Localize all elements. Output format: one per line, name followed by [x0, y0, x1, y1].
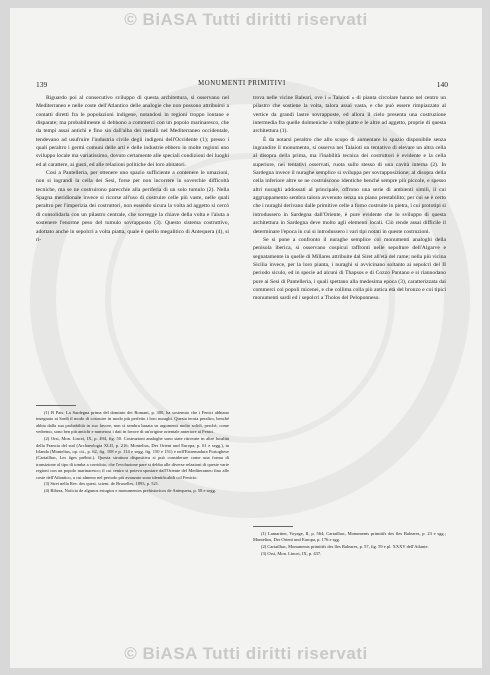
footnote: (2) Cartailhac, Monuments primitifs des îles Baleares, p. 57, fig. 59 e pl. XXXV dell'Atlante. [261, 544, 429, 550]
watermark-top: © BiASA Tutti diritti riservati [124, 10, 368, 29]
footnote-rule-right [253, 526, 293, 527]
running-title: MONUMENTI PRIMITIVI [198, 80, 286, 87]
footnote: (1) B Pais. La Sardegna prima del dominio dei Romani, p. 300, ha sostenuto che i Fenici abbiano insegnato ai Sardi il modo di costruire in modo più perfetto i loro nuraghi. Questa teoria peraltro, benché abbia dalla sua probabilità in suo favore, non si sembra basata su argomenti molto solidi, perchè, come vedremo, sono ben più antichi e numerosi i dati in favore di un'origine orientale anteriore ai Fenici. [36, 410, 229, 435]
footnote-rule-left [36, 405, 76, 406]
paragraph: Così a Pantelleria, per ottenere uno spazio sufficiente a contenere le umazioni, non si ingrandì la cella dei Sesi, forse per non incorrere in soverchie difficoltà tecniche, ma se ne costruirono parecchie alla periferia di un solo tumulo (2). Nella Spagna meridionale invece si ricorse all'uso di costruire celle più vaste, nelle quali peraltro per l'imperizia dei costruttori, non essendo sicura la volta ad aggetto si cercò di consolidarla con un pilastro centrale, che sorregge la chiave della volta e l'aiuta a sostenere l'enorme peso del tumulo sovrapposto (3). Questo sistema costruttivo, adottato anche in sepolcri a volta piatta, quale è quello megalitico di Antequera (4), si ri- [36, 170, 229, 243]
page-number-right: 140 [436, 80, 448, 89]
book-page [10, 8, 482, 668]
left-text-column [36, 94, 229, 244]
page-number-left: 139 [36, 80, 48, 89]
right-text-column [253, 94, 446, 303]
footnote: (1) Lamartine, Voyage, II, p. 564; Cartailhac, Monuments primitifs des îles Baleares, p. 23 e sgg.; Montelius, Der Orient und Europa, p. 176 e sgg. [253, 531, 446, 543]
watermark-bottom: © BiASA Tutti diritti riservati [124, 644, 368, 663]
paragraph: Se si pone a confronto il nuraghe semplice coi monumenti analoghi della penisola iberica, si osservano cospicui raffronti nelle sepolture dell'Algarve e segnatamente in quelle di Millares attribuite dal Siret all'età del rame; nella più vicina Sicilia invece, per la loro pianta, i nuraghi si avvicinano soltanto ai sepolcri del II periodo siculo, ed in specie ad alcuni di Thapsos e di Cozzo Pantano e si riannodano pure ai Sesi di Pantelleria, i quali spettano alla medesima epoca (3), caratterizzata dai commerci coi popoli micenei, e che collima colla più antica età del bronzo e coi tipici monumenti sardi ed i sepolcri a Tholos del Peloponneso. [253, 236, 446, 302]
paragraph: Riguardo poi al consecutivo sviluppo di questa architettura, si osservano nel Mediterraneo e nelle coste dell'Atlantico delle analogie che non possono attribuirsi a contatti diretti fra le popolazioni indigene, notandosi in regioni troppo lontane e disparate; ma probabilmente si debbono a commerci con un popolo marinaresco, che da tempi assai antichi e fino sin dall'alba dei metalli nel Mediterraneo occidentale, tendevano ad usufruire l'industria civile degli indigeni dell'Occidente (1); presso i quali peraltro i germi comuni delle arti e delle industrie ebbero in molte regioni uno sviluppo locale ma variatissimo, dovuto certamente alle speciali condizioni dei luoghi ed al carattere, ai gusti, ed alle relazioni politiche dei loro abitatori. [36, 95, 229, 168]
paragraph: trova nelle vicine Baleari, ove i « Talaioti » di pianta circolare hanno nel centro un pilastro che sostiene la volta, talora assai vasta, e che può essere rimpiazzato al vertice da grandi lastre sovrapposte, ed allora il cielo presenta una costruzione intermedia fra quelle dolmeniche a volte piatte e le altre ad aggetto, proprie di questa architettura (1). [253, 95, 446, 135]
footnotes-right [253, 531, 446, 558]
footnote: (2) Orsi, Mon. Lincei, IX, p. 494, fig. 50. Costruzioni analoghe sono state ritrovate in altre località della Francia del sud (Archaeologia XLII, p. 216; Montelius, Der Orient und Europa, p. 61 e segg.), in Irlanda (Montelius, op. cit., p. 62, fig. 108 e p. 114 e segg. fig. 150 e 151) e nell'Estremadura Portoghese (Cartailhac, Les âges préhist.). Questa struttura dispositiva si può considerare come una forma di transizione al tipo di tomba a corridoio, che l'evoluzione pare si debba alle diverse relazioni di queste varie regioni con un popolo marinaresco; il cui centro si poteva spostare dall'Oriente del Mediterraneo fino alle coste dell'Atlantico, a cui almeno nel periodo più avanzato sono identificabili col Fenicio. [36, 436, 229, 480]
footnote: (3) Siret nella Rev. des quest. scient. de Bruxelles, 1893, p. 521. [44, 481, 160, 487]
footnotes-left [36, 410, 229, 495]
paragraph: È da notarsi peraltro che allo scopo di aumentare lo spazio disponibile senza ingrandire il monumento, si osserva nei Talaioti un tentativo di elevare un altra cella al disopra della prima, ma l'inabilità tecnica dei costruttori è evidente e la cella superiore, nei tentativi osservati, ruota sullo stesso di una cavità interna (2). In Sardegna invece il nuraghe semplice si sviluppa per sovrapposizione; al disopra della cella inferiore altre se ne costruiscono identiche benché sempre più piccole, e spesso altri nuraghi addossati al principale, offrono una serie di ambienti simili, il cui aggruppamento sembra talora avvenuto senza un piano prestabilito; per cui se è certo che i nuraghi derivano dalle primitive celle a forno costruite in pietra, i cui prototipi si introdussero in Sardegna dall'Oriente, è pure evidente che lo sviluppo di questa architettura in Sardegna deve molto agli elementi locali. Ciò rende assai difficile il determinare l'epoca in cui si introdussero i vari tipi notati in queste costruzioni. [253, 136, 446, 235]
footnote: (4) Ribera, Noticia de algunos estugios e monumentos prehistoricos de Antequera, p. 58 e segg. [44, 488, 216, 494]
running-header [36, 80, 448, 92]
footnote: (3) Orsi, Mon. Lincei, IX, p. 437. [261, 551, 322, 557]
